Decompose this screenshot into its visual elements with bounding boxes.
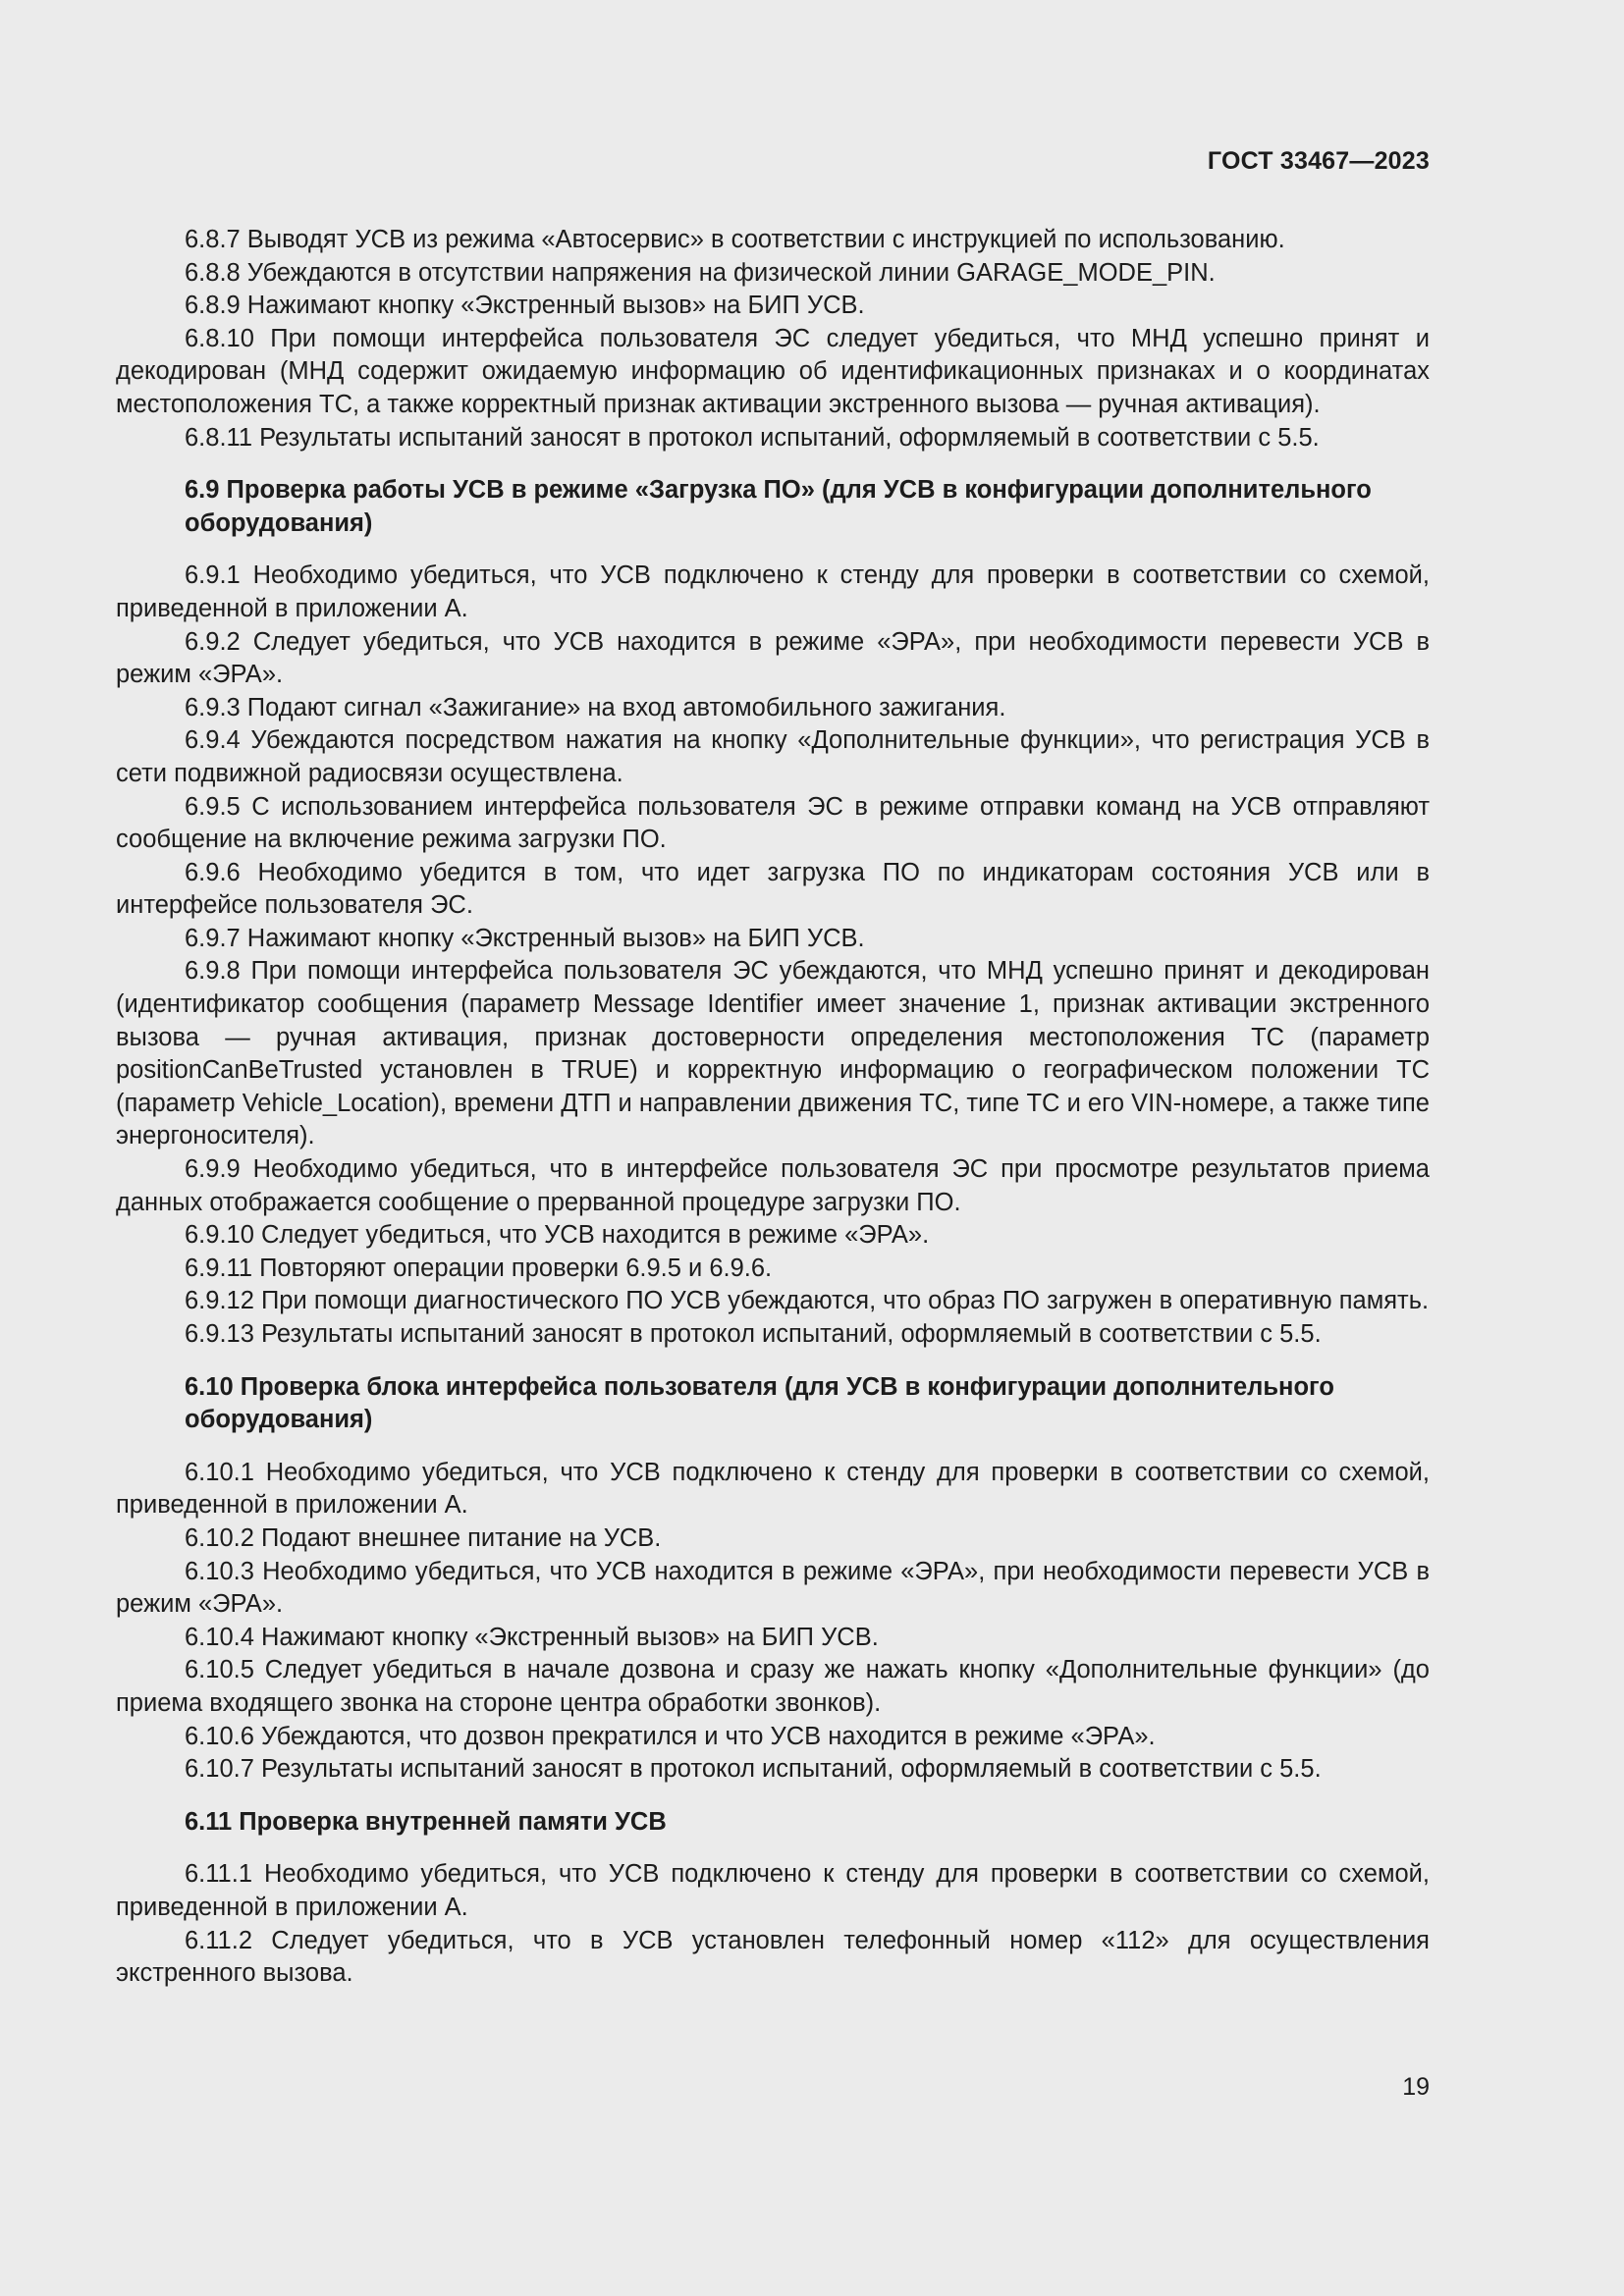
paragraph: 6.9.4 Убеждаются посредством нажатия на кнопку «Дополнительные функции», что регистрация УСВ в сети подвижной радиосвязи осуществлена. <box>116 726 1430 787</box>
paragraph: 6.10.2 Подают внешнее питание на УСВ. <box>185 1523 662 1552</box>
page-number: 19 <box>1402 2073 1430 2101</box>
paragraph: 6.11.1 Необходимо убедиться, что УСВ подключено к стенду для проверки в соответствии со схемой, приведенной в приложении А. <box>116 1860 1430 1921</box>
paragraph: 6.9.12 При помощи диагностического ПО УСВ убеждаются, что образ ПО загружен в оперативную память. <box>185 1287 1430 1315</box>
paragraph: 6.9.11 Повторяют операции проверки 6.9.5 и 6.9.6. <box>185 1254 773 1282</box>
paragraph: 6.9.3 Подают сигнал «Зажигание» на вход автомобильного зажигания. <box>185 693 1006 721</box>
paragraph: 6.10.6 Убеждаются, что дозвон прекратился и что УСВ находится в режиме «ЭРА». <box>185 1722 1156 1750</box>
paragraph: 6.10.7 Результаты испытаний заносят в протокол испытаний, оформляемый в соответствии с 5.5. <box>185 1755 1322 1784</box>
paragraph: 6.9.5 С использованием интерфейса пользователя ЭС в режиме отправки команд на УСВ отправляют сообщение на включение режима загрузки ПО. <box>116 792 1430 854</box>
paragraph: 6.8.10 При помощи интерфейса пользователя ЭС следует убедиться, что МНД успешно принят и декодирован (МНД содержит ожидаемую информацию об идентификационных признаках и о координатах местоположения ТС, а также корректный признак активации экстренного вызова — ручная активация). <box>116 324 1430 418</box>
paragraph: 6.8.7 Выводят УСВ из режима «Автосервис» в соответствии с инструкцией по использованию. <box>185 226 1285 253</box>
paragraph: 6.10.3 Необходимо убедиться, что УСВ находится в режиме «ЭРА», при необходимости перевести УСВ в режим «ЭРА». <box>116 1557 1430 1619</box>
paragraph: 6.10.4 Нажимают кнопку «Экстренный вызов» на БИП УСВ. <box>185 1623 879 1651</box>
paragraph: 6.9.6 Необходимо убедится в том, что идет загрузка ПО по индикаторам состояния УСВ или в интерфейсе пользователя ЭС. <box>116 858 1430 920</box>
paragraph: 6.8.11 Результаты испытаний заносят в протокол испытаний, оформляемый в соответствии с 5.5. <box>185 423 1320 452</box>
section-heading: 6.9 Проверка работы УСВ в режиме «Загрузка ПО» (для УСВ в конфигурации дополнительного оборудования) <box>185 476 1372 537</box>
paragraph: 6.9.7 Нажимают кнопку «Экстренный вызов» на БИП УСВ. <box>185 924 865 952</box>
paragraph: 6.8.9 Нажимают кнопку «Экстренный вызов» на БИП УСВ. <box>185 292 865 320</box>
paragraph: 6.10.1 Необходимо убедиться, что УСВ подключено к стенду для проверки в соответствии со схемой, приведенной в приложении А. <box>116 1458 1430 1520</box>
paragraph: 6.9.2 Следует убедиться, что УСВ находится в режиме «ЭРА», при необходимости перевести УСВ в режим «ЭРА». <box>116 627 1430 689</box>
paragraph: 6.9.13 Результаты испытаний заносят в протокол испытаний, оформляемый в соответствии с 5.5. <box>185 1320 1322 1348</box>
paragraph: 6.8.8 Убеждаются в отсутствии напряжения на физической линии GARAGE_MODE_PIN. <box>185 258 1216 287</box>
paragraph: 6.9.8 При помощи интерфейса пользователя ЭС убеждаются, что МНД успешно принят и декодирован (идентификатор сообщения (параметр Message Identifier имеет значение 1, признак активации экстренного вызова — ручная активация, признак достоверности определения местоположения ТС (параметр positionCanBeTrusted установлен в TRUE) и корректную информацию о географическом положении ТС (параметр Vehicle_Location), времени ДТП и направлении движения ТС, типе ТС и его VIN-номере, а также типе энергоносителя). <box>116 957 1430 1150</box>
paragraph: 6.11.2 Следует убедиться, что в УСВ установлен телефонный номер «112» для осуществления экстренного вызова. <box>116 1926 1430 1988</box>
section-heading: 6.10 Проверка блока интерфейса пользователя (для УСВ в конфигурации дополнительного оборудования) <box>185 1372 1334 1434</box>
standard-designation: ГОСТ 33467—2023 <box>1207 147 1430 175</box>
paragraph: 6.9.10 Следует убедиться, что УСВ находится в режиме «ЭРА». <box>185 1221 930 1250</box>
section-heading: 6.11 Проверка внутренней памяти УСВ <box>185 1807 667 1836</box>
paragraph: 6.9.1 Необходимо убедиться, что УСВ подключено к стенду для проверки в соответствии со схемой, приведенной в приложении А. <box>116 561 1430 622</box>
paragraph: 6.10.5 Следует убедиться в начале дозвона и сразу же нажать кнопку «Дополнительные функции» (до приема входящего звонка на стороне центра обработки звонков). <box>116 1656 1430 1717</box>
page-content <box>116 224 1430 1991</box>
paragraph: 6.9.9 Необходимо убедиться, что в интерфейсе пользователя ЭС при просмотре результатов приема данных отображается сообщение о прерванной процедуре загрузки ПО. <box>116 1155 1430 1216</box>
